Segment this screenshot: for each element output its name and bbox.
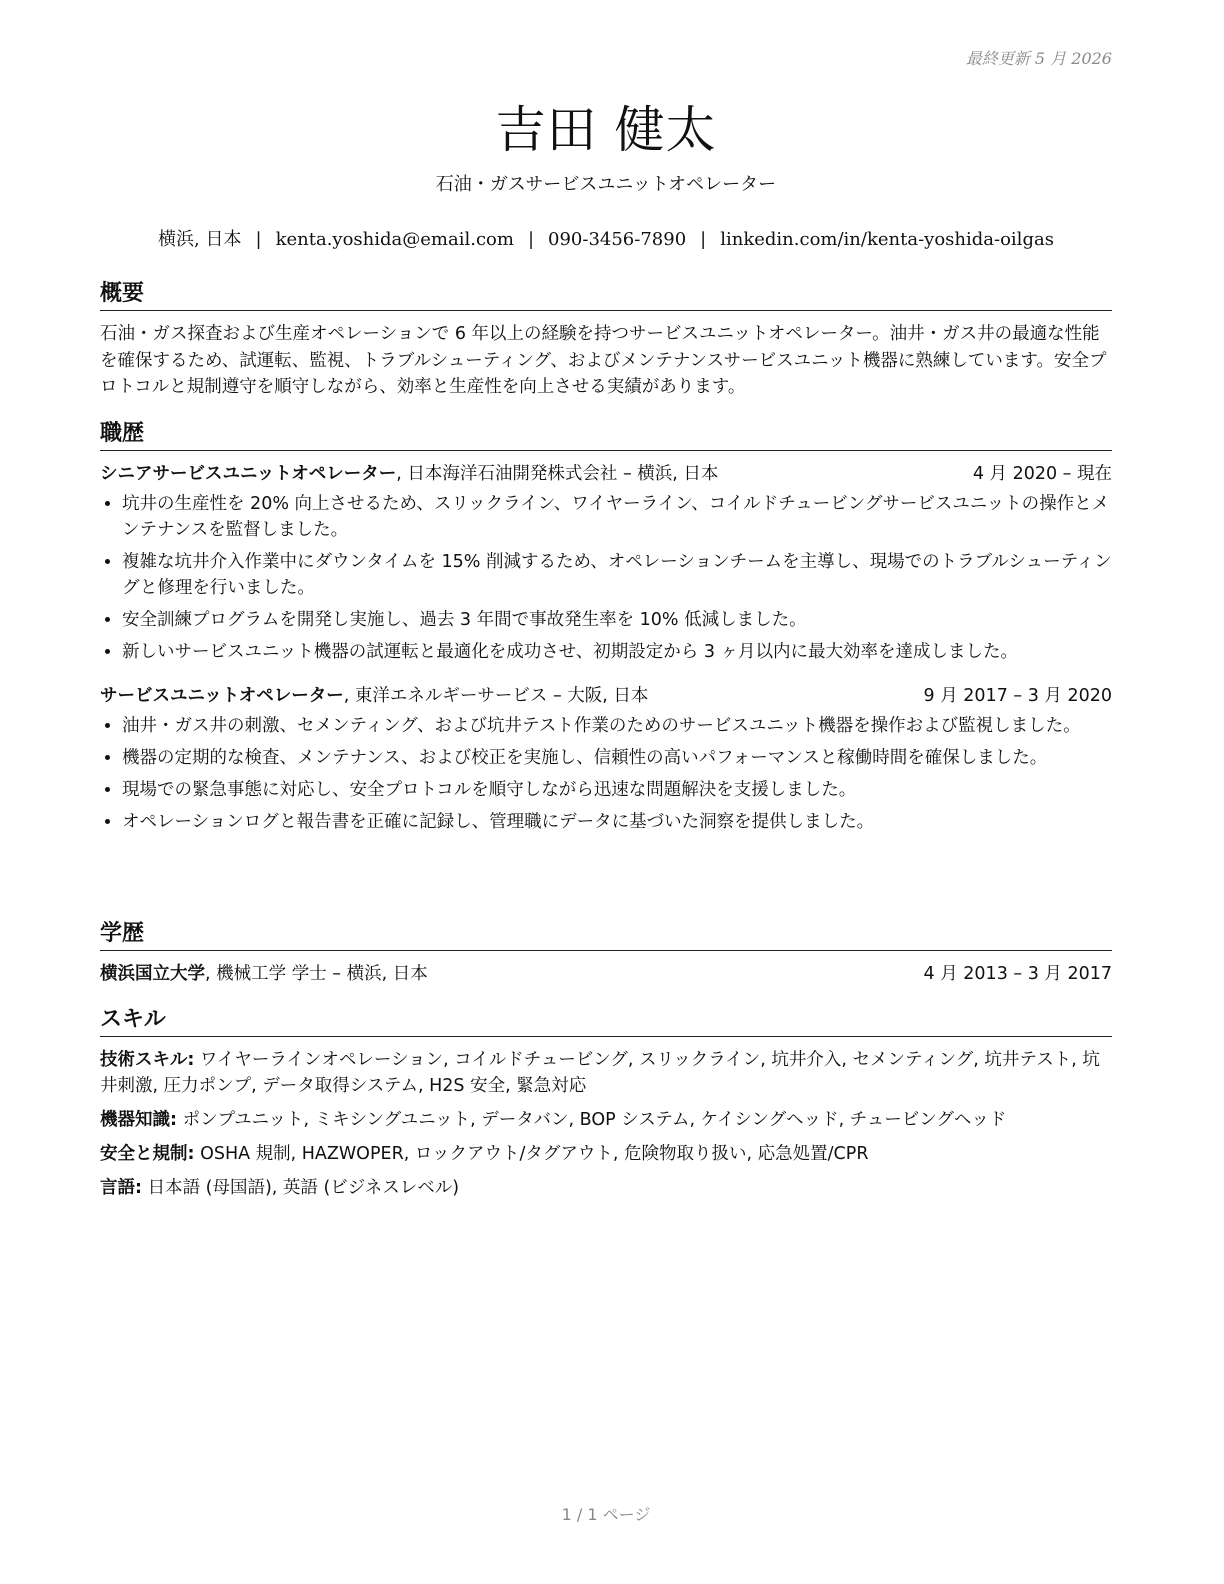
- job-dates: 4 月 2020 – 現在: [972, 464, 1112, 484]
- skills-title: スキル: [100, 1002, 1112, 1037]
- job-company: , 東洋エネルギーサービス – 大阪, 日本: [343, 686, 649, 706]
- last-updated: 最終更新 5 月 2026: [965, 49, 1112, 68]
- contact-email[interactable]: kenta.yoshida@email.com: [275, 229, 514, 250]
- job-bullets: [100, 491, 1112, 665]
- contact-separator: |: [527, 229, 535, 250]
- skill-row: [100, 1175, 1112, 1201]
- contact-separator: |: [700, 229, 707, 250]
- job-bullet: • 機器の定期的な検査、メンテナンス、および校正を実施し、信頼性の高いパフォーマンスと稼働時間を確保しました。: [122, 745, 1112, 771]
- summary-text: 石油・ガス探査および生産オペレーションで 6 年以上の経験を持つサービスユニットオペレーター。油井・ガス井の最適な性能を確保するため、試運転、監視、トラブルシューティング、およびメンテナンスサービスユニット機器に熟練しています。安全プロトコルと規制遵守を順守しながら、効率と生産性を向上させる実績があります。: [100, 324, 1107, 397]
- job-entry: [100, 461, 1112, 665]
- contact-linkedin[interactable]: linkedin.com/in/kenta-yoshida-oilgas: [720, 229, 1054, 250]
- skill-label: 言語:: [100, 1178, 142, 1198]
- education-entry: [100, 961, 1112, 987]
- job-bullet: • 複雑な坑井介入作業中にダウンタイムを 15% 削減するため、オペレーションチームを主導し、現場でのトラブルシューティングと修理を行いました。: [122, 549, 1112, 601]
- education-school: 横浜国立大学: [100, 964, 205, 984]
- skill-label: 安全と規制:: [100, 1144, 195, 1164]
- skill-label: 機器知識:: [100, 1110, 177, 1130]
- job-header: [100, 683, 1112, 709]
- job-company: , 日本海洋石油開発株式会社 – 横浜, 日本: [396, 464, 719, 484]
- skill-value: OSHA 規制, HAZWOPER, ロックアウト/タグアウト, 危険物取り扱い, 応急処置/CPR: [194, 1144, 869, 1164]
- job-bullet: • 油井・ガス井の刺激、セメンティング、および坑井テスト作業のためのサービスユニット機器を操作および監視しました。: [122, 713, 1112, 739]
- skill-row: [100, 1107, 1112, 1133]
- experience-section: [100, 416, 1112, 841]
- contact-location: 横浜, 日本: [158, 229, 242, 250]
- skill-row: [100, 1141, 1112, 1167]
- job-bullet: • 坑井の生産性を 20% 向上させるため、スリックライン、ワイヤーライン、コイルドチュービングサービスユニットの操作とメンテナンスを監督しました。: [122, 491, 1112, 543]
- job-dates: 9 月 2017 – 3 月 2020: [923, 686, 1112, 706]
- job-header: [100, 461, 1112, 487]
- summary-title: 概要: [100, 276, 1112, 311]
- skill-row: [100, 1047, 1112, 1099]
- skill-value: ワイヤーラインオペレーション, コイルドチュービング, スリックライン, 坑井介入, セメンティング, 坑井テスト, 坑井刺激, 圧力ポンプ, データ取得システム, H2S 安全, 緊急対応: [100, 1050, 1100, 1096]
- education-dates: 4 月 2013 – 3 月 2017: [923, 964, 1112, 984]
- job-bullets: [100, 713, 1112, 835]
- contact-separator: |: [255, 229, 262, 250]
- experience-title: 職歴: [100, 416, 1112, 451]
- resume-page: [100, 0, 1112, 1584]
- job-bullet: • 安全訓練プログラムを開発し実施し、過去 3 年間で事故発生率を 10% 低減しました。: [122, 607, 1112, 633]
- job-bullet: • 新しいサービスユニット機器の試運転と最適化を成功させ、初期設定から 3 ヶ月以内に最大効率を達成しました。: [122, 639, 1112, 665]
- skill-label: 技術スキル:: [100, 1050, 195, 1070]
- contact-line: [100, 225, 1112, 251]
- candidate-name: 吉田 健太: [495, 101, 717, 159]
- skill-value: 日本語 (母国語), 英語 (ビジネスレベル): [142, 1178, 460, 1198]
- contact-phone[interactable]: 090-3456-7890: [548, 229, 687, 250]
- job-position: シニアサービスユニットオペレーター: [100, 464, 397, 484]
- education-detail: , 機械工学 学士 – 横浜, 日本: [205, 964, 428, 984]
- job-position: サービスユニットオペレーター: [100, 686, 344, 706]
- page-number: 1 / 1 ページ: [561, 1505, 651, 1524]
- job-bullet: • 現場での緊急事態に対応し、安全プロトコルを順守しながら迅速な問題解決を支援しました。: [122, 777, 1112, 803]
- skill-value: ポンプユニット, ミキシングユニット, データバン, BOP システム, ケイシングヘッド, チュービングヘッド: [177, 1110, 1007, 1130]
- education-title: 学歴: [100, 916, 1112, 951]
- education-section: [100, 916, 1112, 987]
- job-entry: [100, 683, 1112, 835]
- job-bullet: • オペレーションログと報告書を正確に記録し、管理職にデータに基づいた洞察を提供しました。: [122, 809, 1112, 835]
- candidate-role: 石油・ガスサービスユニットオペレーター: [435, 174, 777, 195]
- summary-section: [100, 276, 1112, 401]
- skills-section: [100, 1002, 1112, 1209]
